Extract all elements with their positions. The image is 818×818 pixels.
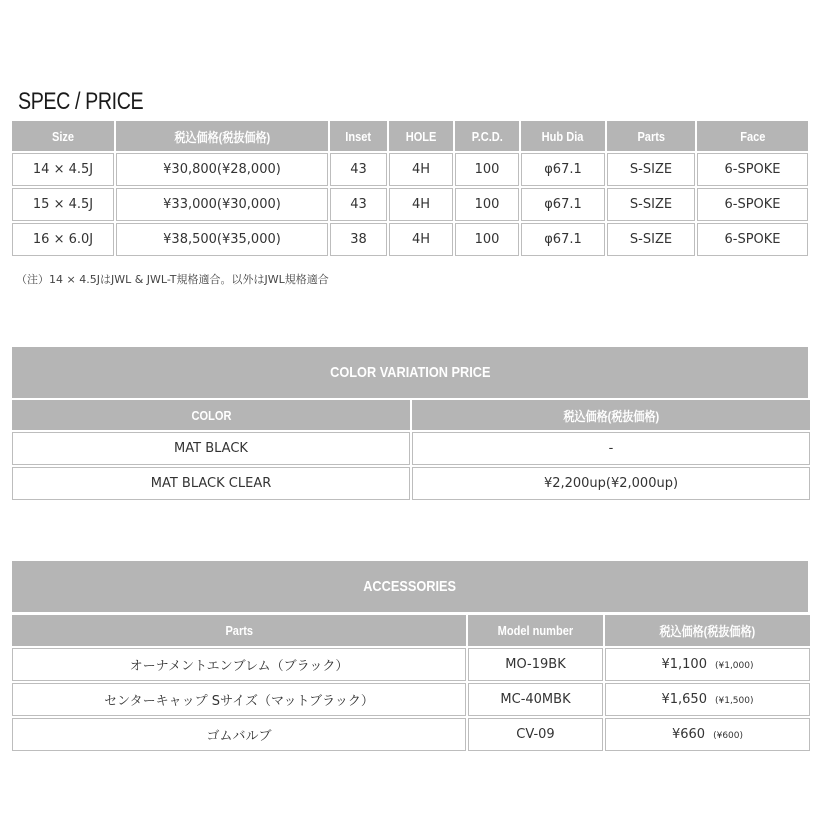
- accessory-price: ¥1,100: [661, 657, 707, 672]
- spec-cell-pcd: 100: [455, 188, 519, 221]
- spec-header-inset: Inset: [330, 121, 387, 151]
- spec-cell-hole: 4H: [389, 153, 453, 186]
- spec-cell-face: 6-SPOKE: [697, 153, 808, 186]
- spec-cell-parts: S-SIZE: [607, 188, 695, 221]
- spec-cell-price: ¥38,500(¥35,000): [116, 223, 328, 256]
- accessory-price: ¥660: [671, 727, 706, 742]
- spec-header-size: Size: [12, 121, 114, 151]
- accessory-cell-part: ゴムバルブ: [12, 718, 466, 751]
- spec-cell-parts: S-SIZE: [607, 223, 695, 256]
- accessories-header-row: [12, 615, 810, 646]
- table-row: [12, 718, 810, 751]
- spec-cell-parts: S-SIZE: [607, 153, 695, 186]
- color-variation-table: [10, 398, 812, 502]
- accessory-price: ¥1,650: [661, 692, 707, 707]
- table-row: [12, 153, 808, 186]
- spec-cell-inset: 43: [330, 188, 387, 221]
- accessories-header-price: 税込価格(税抜価格): [605, 615, 810, 646]
- accessory-cell-part: センターキャップ Sサイズ（マットブラック）: [12, 683, 466, 716]
- spec-header-hole: HOLE: [389, 121, 453, 151]
- color-cell-name: MAT BLACK CLEAR: [12, 467, 410, 500]
- spec-cell-size: 14 × 4.5J: [12, 153, 114, 186]
- accessory-price-ex-tax: (¥600): [713, 731, 744, 741]
- spec-price-title: SPEC / PRICE: [18, 88, 144, 115]
- color-cell-price: ¥2,200up(¥2,000up): [412, 467, 810, 500]
- table-row: [12, 467, 810, 500]
- accessory-cell-price: [605, 648, 810, 681]
- spec-cell-pcd: 100: [455, 223, 519, 256]
- color-cell-price: -: [412, 432, 810, 465]
- spec-header-parts: Parts: [607, 121, 695, 151]
- color-header-price: 税込価格(税抜価格): [412, 400, 810, 430]
- spec-cell-price: ¥33,000(¥30,000): [116, 188, 328, 221]
- accessory-cell-model: MC-40MBK: [468, 683, 603, 716]
- color-header-color: COLOR: [12, 400, 410, 430]
- accessory-cell-price: [605, 718, 810, 751]
- accessories-header-parts: Parts: [12, 615, 466, 646]
- spec-header-hub-dia: Hub Dia: [521, 121, 605, 151]
- spec-cell-hub-dia: φ67.1: [521, 188, 605, 221]
- spec-header-pcd: P.C.D.: [455, 121, 519, 151]
- spec-cell-inset: 38: [330, 223, 387, 256]
- spec-cell-price: ¥30,800(¥28,000): [116, 153, 328, 186]
- accessory-cell-model: MO-19BK: [468, 648, 603, 681]
- accessories-title: ACCESSORIES: [12, 561, 808, 612]
- table-row: [12, 683, 810, 716]
- table-row: [12, 432, 810, 465]
- table-row: [12, 223, 808, 256]
- accessory-price-ex-tax: (¥1,500): [714, 696, 754, 706]
- spec-cell-hub-dia: φ67.1: [521, 223, 605, 256]
- spec-header-face: Face: [697, 121, 808, 151]
- accessory-price-ex-tax: (¥1,000): [714, 661, 754, 671]
- table-row: [12, 188, 808, 221]
- spec-cell-size: 15 × 4.5J: [12, 188, 114, 221]
- accessory-cell-model: CV-09: [468, 718, 603, 751]
- spec-cell-hole: 4H: [389, 223, 453, 256]
- spec-header-row: [12, 121, 808, 151]
- table-row: [12, 648, 810, 681]
- color-header-row: [12, 400, 810, 430]
- spec-note: （注）14 × 4.5JはJWL & JWL-T規格適合。以外はJWL規格適合: [16, 273, 329, 286]
- spec-cell-face: 6-SPOKE: [697, 223, 808, 256]
- accessories-header-model: Model number: [468, 615, 603, 646]
- spec-cell-size: 16 × 6.0J: [12, 223, 114, 256]
- spec-cell-inset: 43: [330, 153, 387, 186]
- accessory-cell-part: オーナメントエンブレム（ブラック）: [12, 648, 466, 681]
- accessories-table: [10, 613, 812, 753]
- color-cell-name: MAT BLACK: [12, 432, 410, 465]
- spec-cell-hub-dia: φ67.1: [521, 153, 605, 186]
- spec-cell-pcd: 100: [455, 153, 519, 186]
- spec-table: [10, 119, 810, 258]
- color-variation-title: COLOR VARIATION PRICE: [12, 347, 808, 398]
- spec-header-price: 税込価格(税抜価格): [116, 121, 328, 151]
- spec-cell-face: 6-SPOKE: [697, 188, 808, 221]
- accessory-cell-price: [605, 683, 810, 716]
- spec-cell-hole: 4H: [389, 188, 453, 221]
